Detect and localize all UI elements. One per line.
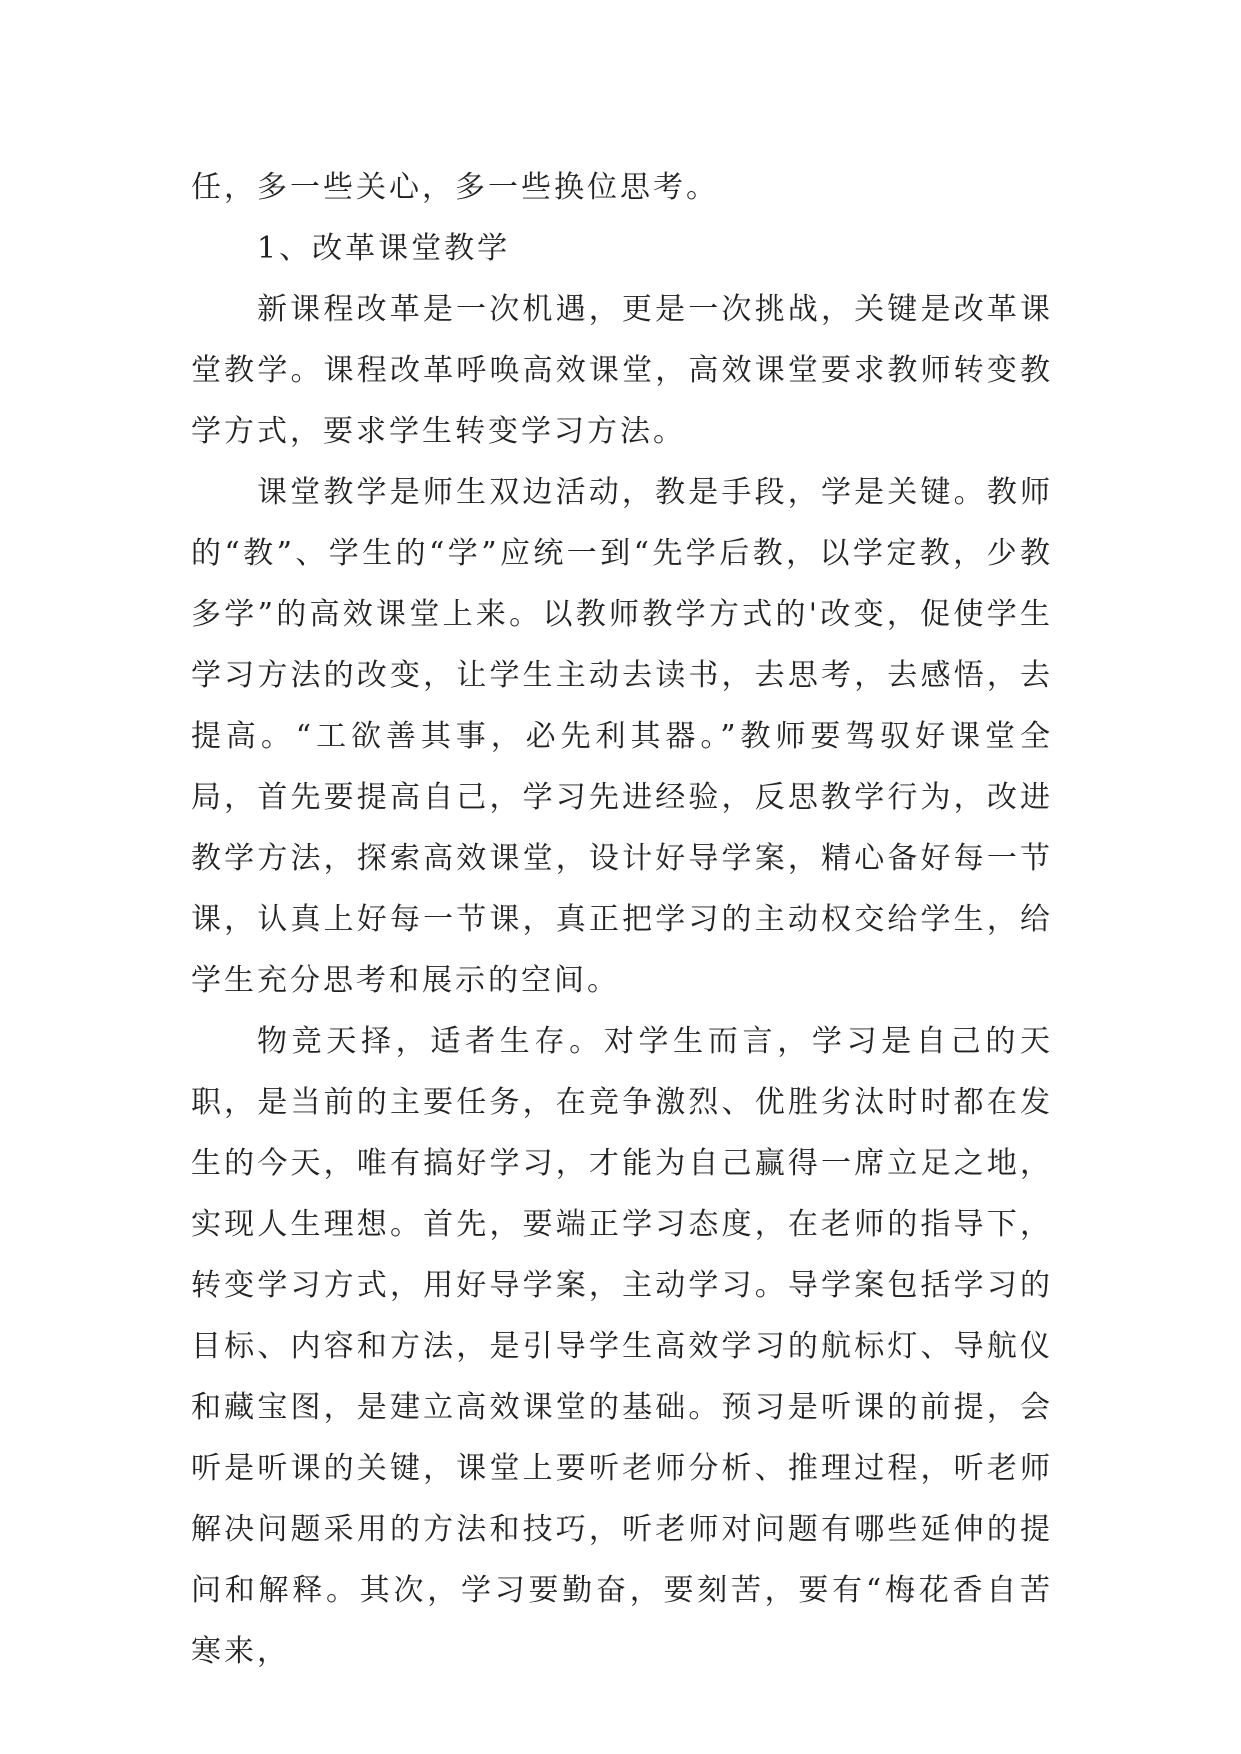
section-heading: 1、改革课堂教学	[257, 231, 511, 266]
paragraph: 物竞天择，适者生存。对学生而言，学习是自己的天职，是当前的主要任务，在竞争激烈、优胜劣汰时时都在发生的今天，唯有搞好学习，才能为自己赢得一席立足之地，实现人生理想。首先，要端正学习态度，在老师的指导下，转变学习方式，用好导学案，主动学习。导学案包括学习的目标、内容和方法，是引导学生高效学习的航标灯、导航仪和藏宝图，是建立高效课堂的基础。预习是听课的前提，会听是听课的关键，课堂上要听老师分析、推理过程，听老师解决问题采用的方法和技巧，听老师对问题有哪些延伸的提问和解释。其次，学习要勤奋，要刻苦，要有“梅花香自苦寒来，	[191, 1024, 1053, 1669]
paragraph: 课堂教学是师生双边活动，教是手段，学是关键。教师的“教”、学生的“学”应统一到“先学后教，以学定教，少教多学”的高效课堂上来。以教师教学方式的'改变，促使学生学习方法的改变，让学生主动去读书，去思考，去感悟，去提高。“工欲善其事，必先利其器。”教师要驾驭好课堂全局，首先要提高自己，学习先进经验，反思教学行为，改进教学方法，探索高效课堂，设计好导学案，精心备好每一节课，认真上好每一节课，真正把学习的主动权交给学生，给学生充分思考和展示的空间。	[191, 475, 1053, 998]
paragraph-continuation: 任，多一些关心，多一些换位思考。	[191, 170, 719, 205]
document-body	[191, 157, 1053, 1682]
paragraph: 新课程改革是一次机遇，更是一次挑战，关键是改革课堂教学。课程改革呼唤高效课堂，高效课堂要求教师转变教学方式，要求学生转变学习方法。	[191, 292, 1053, 449]
